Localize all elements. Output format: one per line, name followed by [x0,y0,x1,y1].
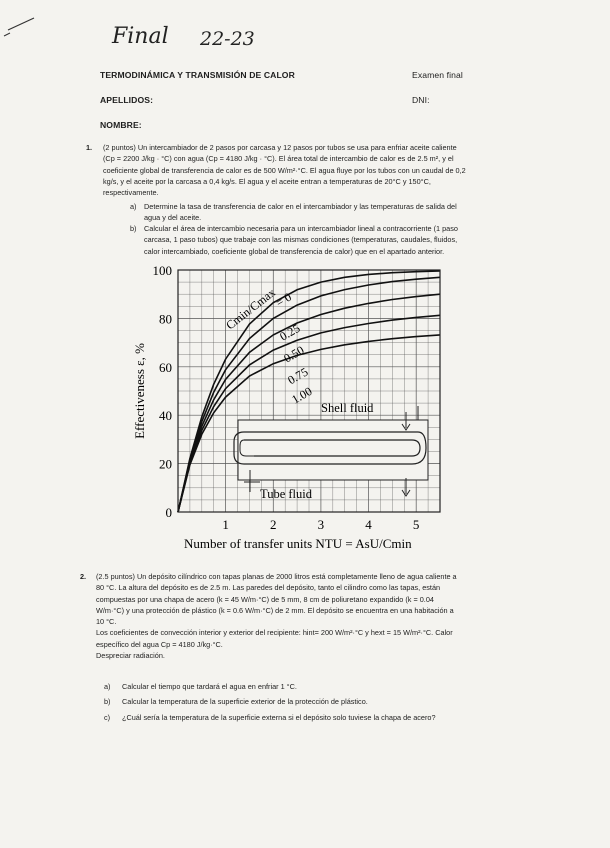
surname-label: APELLIDOS: [100,95,154,105]
series-label: 0.75 [285,364,311,388]
q1-part-b [130,223,530,257]
q1-line: kg/s, y el aceite por la carcasa a 0,4 kg/s. El agua y el aceite entran a temperaturas de 20°C y 150°C, [103,176,431,186]
q1-number: 1. [86,143,93,152]
q2-c-label: c) [104,712,111,722]
q1-part-a [130,201,525,224]
legend-title: Cmin/Cmax [223,285,279,333]
q1-line: respectivamente. [103,188,159,198]
y-tick-label: 80 [159,311,172,327]
q2-line: Los coeficientes de convección interior y exterior del recipiente: hint= 200 W/m²·°C y hext = 15 W/m²·°C. Calor [96,628,453,638]
q1-b-line: calor intercambiado, coeficiente global de transferencia de calor) que en el apartado anterior. [144,246,445,256]
q1-statement [103,142,523,198]
shell-fluid-label: Shell fluid [321,401,374,415]
q2-b-text: Calcular la temperatura de la superficie exterior de la protección de plástico. [122,697,368,707]
y-tick-label: 100 [152,263,172,278]
q1-line: (2 puntos) Un intercambiador de 2 pasos por carcasa y 12 pasos por tubos se usa para enfriar aceite caliente [103,143,457,152]
q2-line: específico del agua Cp = 4180 J/kg·°C. [96,639,223,649]
series-label: = 0 [273,289,294,310]
series-label: 0.25 [277,321,303,344]
handwritten-year: 22-23 [200,28,255,50]
q1-a-line: Determine la tasa de transferencia de calor en el intercambiador y las temperaturas de salida del [144,202,457,211]
x-tick-label: 5 [412,517,420,532]
series-label: 0.50 [281,342,307,366]
y-tick-label: 60 [159,359,172,375]
q2-a-label: a) [104,682,111,691]
q1-a-label: a) [130,202,137,211]
q2-c-text: ¿Cuál sería la temperatura de la superficie externa si el depósito solo tuviese la chapa de acero? [122,712,436,722]
exchanger-schematic [234,406,428,496]
y-tick-labels [153,263,173,520]
x-tick-label: 2 [270,517,277,532]
q2-statement [96,571,524,661]
q2-line: 10 °C. [96,617,117,627]
x-tick-labels [222,517,419,532]
effectiveness-chart [120,256,460,556]
q1-a-line: agua y del aceite. [144,213,202,223]
q1-b-line: Calcular el área de intercambio necesaria para un intercambiador lineal a contracorriente (1 paso [144,224,458,233]
course-title: TERMODINÁMICA Y TRANSMISIÓN DE CALOR [100,70,295,80]
y-tick-label: 40 [159,408,172,424]
q2-line: (2.5 puntos) Un depósito cilíndrico con tapas planas de 2000 litros está completamente lleno de agua caliente a [96,572,457,581]
x-axis-label: Number of transfer units NTU = AsU/Cmin [184,536,412,551]
q1-line: (Cp = 2200 J/kg · °C) con agua (Cp = 4180 J/kg · °C). El área total de intercambio de calor es de 2.5 m², y el [103,154,454,164]
x-tick-label: 3 [317,517,325,532]
q1-b-line: carcasa, 1 paso tubos) que trabaje con las mismas condiciones (temperaturas, caudales, fluidos, [144,235,458,245]
q2-number: 2. [80,572,87,581]
q1-line: coeficiente global de transferencia de calor es de 500 W/m²·°C. El agua fluye por los tubos con un caudal de 0,2 [103,165,466,175]
q2-line: Despreciar radiación. [96,651,165,661]
x-tick-label: 4 [365,517,372,532]
tube-fluid-label: Tube fluid [260,487,312,501]
id-label: DNI: [412,95,430,105]
q2-line: 80 °C. La altura del depósito es de 2.5 m. Las paredes del depósito, tanto el cilindro como las tapas, están [96,583,441,593]
q2-a-text: Calcular el tiempo que tardará el agua en enfriar 1 °C. [122,682,297,691]
name-label: NOMBRE: [100,120,142,130]
y-tick-label: 0 [165,505,172,520]
handwritten-title: Final [112,24,169,49]
exam-type: Examen final [412,70,463,80]
q2-line: W/m·°C) y una protección de plástico (k = 0.6 W/m·°C) de 2 mm. El depósito se encuentra en una habitación a [96,605,454,615]
q2-b-label: b) [104,697,111,707]
x-tick-label: 1 [222,517,229,532]
series-label: 1.00 [289,383,315,407]
y-tick-label: 20 [159,456,172,472]
q1-b-label: b) [130,224,137,233]
q2-parts [104,681,524,723]
y-axis-label: Effectiveness ε, % [132,343,147,439]
q2-line: compuestas por una chapa de acero (k = 45 W/m·°C) de 5 mm, 8 cm de poliuretano expandido (k = 0.04 [96,594,434,604]
